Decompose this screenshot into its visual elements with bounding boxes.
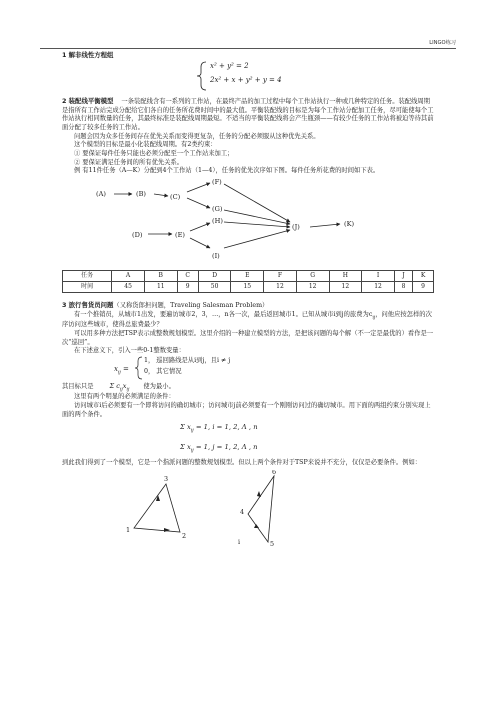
section-2-heading: 2 装配线平衡模型: [62, 96, 114, 105]
constraint-row-2: Σ $x_{ij} = 1$, j = 1, 2, Λ , n: [180, 443, 258, 454]
constraint-2: ② 要保证满足任务间的所有优先关系。: [74, 158, 184, 166]
left-brace-icon: [196, 61, 208, 91]
table-cell: 8: [394, 282, 412, 293]
header-title: LINGO练习: [429, 39, 456, 46]
table-cell: H: [329, 271, 362, 282]
node-e: (E): [175, 231, 185, 240]
con2-rhs: = 1, j = 1, 2, Λ , n: [195, 443, 258, 452]
section-2-paragraph-2: 问题会因为众多任务间存在优先关系而变得更复杂，任务的分配必须服从这种优先关系。: [74, 132, 320, 140]
section-3-heading-note: （又称货郎担问题，Traveling Salesman Problem）: [113, 302, 269, 310]
table-cell: B: [144, 271, 177, 282]
node-k: (K): [344, 220, 355, 229]
p1-text-end: ，问他应按怎样的次序访问这些城市，使得总旅费最少？: [62, 310, 432, 329]
document-body: [62, 49, 434, 548]
section-3-paragraph-3: 在下述意义下，引入一些0-1整数变量：: [74, 347, 185, 355]
page-header: [40, 38, 456, 49]
table-cell: C: [177, 271, 198, 282]
section-1-heading: 1 解非线性方程组: [62, 51, 114, 59]
right-node-4: 4: [240, 508, 245, 517]
table-cell: D: [198, 271, 231, 282]
table-cell: 12: [264, 282, 297, 293]
assignment-constraints: [180, 419, 434, 459]
section-3-heading: 3 旅行售货员问题: [62, 301, 114, 310]
edge-i-j: [224, 230, 290, 248]
section-3-title-line: [62, 301, 434, 311]
table-cell: G: [296, 271, 329, 282]
table-cell: 任务: [63, 271, 112, 282]
edge-c-f: [187, 183, 210, 192]
node-j: (J): [292, 223, 300, 232]
table-cell: 15: [231, 282, 264, 293]
edge-c-g: [187, 198, 210, 208]
example-paragraph: 例 有11件任务（A—K）分配到4个工作站（1—4），任务的优先次序如下图。每件任务所花费的时间如下表。: [74, 167, 380, 175]
table-cell: 12: [362, 282, 395, 293]
var-sub: ij: [117, 370, 121, 376]
edge-b-c: [154, 194, 168, 196]
section-2-paragraph-3: 这个模型的目标是最小化装配线周期。有2类约束：: [74, 141, 217, 149]
equation-1: x² + y² = 2: [210, 61, 249, 70]
triangle-left: [134, 484, 180, 532]
table-cell: J: [394, 271, 412, 282]
equation-system: [196, 60, 434, 92]
section-3-paragraph-4: 这里有两个明显的必须满足的条件：: [74, 393, 175, 401]
section-3-paragraph-6: 到此我们得到了一个模型，它是一个指派问题的整数规划模型。但以上两个条件对于TSP来说并不充分，仅仅是必要条件。例如：: [62, 459, 422, 467]
table-cell: 12: [296, 282, 329, 293]
left-node-3: 3: [164, 475, 169, 484]
objective-expression: Σ $c_{ij}x_{ij}$: [109, 381, 130, 393]
right-node-6: 6: [272, 470, 277, 477]
table-cell: E: [231, 271, 264, 282]
variable-name: $x_{ij}$ =: [114, 364, 129, 376]
node-c: (C): [170, 193, 181, 202]
variable-definition: [114, 356, 434, 380]
var-case-1: 1， 巡回路线是从i到j，且i ≠ j: [144, 356, 231, 364]
section-3-paragraph-2: 可以用多种方法把TSP表示成整数规划模型。这里介绍的一种建立模型的方法，是把该问题的每个解（不一定是最优的）看作是一次“巡回”。: [62, 329, 434, 346]
edge-j-k: [310, 224, 340, 227]
edge-e-h: [190, 223, 210, 231]
precedence-diagram: [62, 178, 434, 266]
p1-text: 有一个推销员，从城市1出发，要遍访城市2，3，…，n各一次，最后返回城市1。已知从城市i到j的旅费为c: [74, 310, 373, 318]
table-row: [63, 271, 434, 282]
node-a: (A): [96, 190, 106, 199]
constraint-row-1: Σ $x_{ij} = 1$, i = 1, 2, Λ , n: [180, 423, 258, 434]
node-b: (B): [136, 190, 146, 199]
section-2-paragraph-1: 一条装配线含有一系列的工作站，在最终产品的加工过程中每个工作站执行一种或几种特定的任务。装配线周期是指所有工作站完成分配给它们各自的任务所花费时间中的最大值。平衡装配线的目标是为每个工作站分配加工任务，尽可能使每个工作站执行相同数量的任务，其最终标准是装配线周期最短。不适当的平衡装配线将会产生瓶颈——有较少任务的工作站将被迫等待其前面分配了较多任务的工作站。: [62, 97, 434, 131]
cost-subscript: ij: [372, 314, 376, 320]
right-node-5: 5: [270, 540, 275, 549]
table-cell: K: [413, 271, 434, 282]
objective-prefix: 其目标只是: [62, 382, 94, 390]
var-x: x: [114, 364, 118, 373]
con1-rhs: = 1, i = 1, 2, Λ , n: [195, 423, 258, 432]
equation-2: 2x² + x + y² + y = 4: [210, 75, 282, 84]
table-cell: 50: [198, 282, 231, 293]
con1-lhs: Σ x: [180, 423, 191, 432]
table-cell: F: [264, 271, 297, 282]
table-cell: 9: [413, 282, 434, 293]
left-node-1: 1: [126, 526, 131, 535]
table-cell: 11: [144, 282, 177, 293]
node-h: (H): [212, 217, 223, 226]
edge-g-j: [224, 210, 290, 224]
objective-suffix: 使为最小。: [143, 382, 175, 390]
node-g: (G): [212, 205, 223, 214]
table-cell: 45: [112, 282, 145, 293]
edge-e-i: [190, 238, 210, 248]
table-cell: 9: [177, 282, 198, 293]
table-cell: 12: [329, 282, 362, 293]
table-row: [63, 282, 434, 293]
node-d: (D): [132, 231, 143, 240]
edge-f-j: [224, 184, 290, 222]
obj-expr: Σ c: [109, 381, 120, 390]
section-2-intro: [62, 97, 434, 133]
task-time-table: [62, 270, 434, 293]
table-cell: 时间: [63, 282, 112, 293]
constraint-1: ① 要保证每件任务只能也必须分配至一个工作站来加工；: [74, 149, 234, 157]
section-3-paragraph-5: 访问城市i后必须要有一个即将访问的确切城市；访问城市j前必须要有一个刚刚访问过的确切城市。用下面的两组约束分别实现上面的两个条件。: [62, 402, 431, 418]
table-cell: A: [112, 271, 145, 282]
edge-h-j: [224, 222, 290, 227]
var-case-2: 0， 其它情况: [144, 367, 182, 375]
triangle-right: [248, 476, 274, 542]
figure-label-i: i: [238, 538, 241, 547]
section-3-paragraph-1: [62, 311, 434, 330]
left-node-2: 2: [182, 532, 187, 541]
table-cell: I: [362, 271, 395, 282]
node-i: (I): [212, 252, 220, 261]
left-brace-icon: [134, 356, 144, 380]
subtour-figure: [62, 470, 434, 548]
objective-line: [62, 382, 434, 394]
node-f: (F): [212, 178, 222, 187]
con2-lhs: Σ x: [180, 443, 191, 452]
